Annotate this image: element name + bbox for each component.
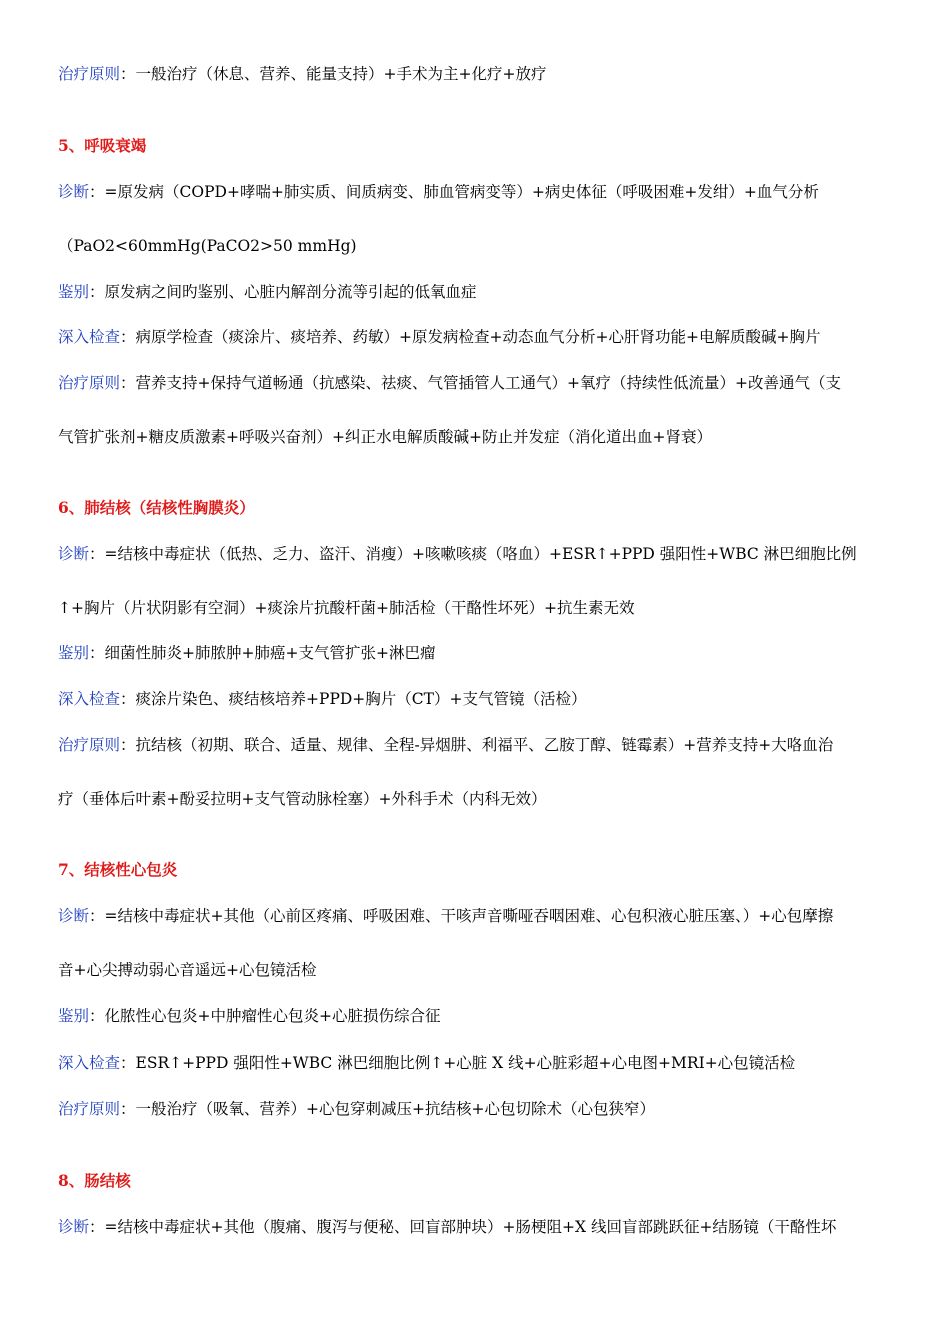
- field-text: 痰涂片染色、痰结核培养+PPD+胸片（CT）+支气管镜（活检）: [135, 690, 587, 708]
- field-text: 细菌性肺炎+肺脓肿+肺癌+支气管扩张+淋巴瘤: [104, 644, 436, 662]
- treatment-principle-line: [58, 64, 898, 84]
- further-exam-line: [58, 689, 898, 709]
- field-text: =结核中毒症状+其他（腹痛、腹泻与便秘、回盲部肿块）+肠梗阻+X 线回盲部跳跃征+结肠镜（干酪性坏: [104, 1218, 837, 1236]
- differential-line: [58, 282, 898, 302]
- field-label: 治疗原则: [58, 374, 121, 392]
- field-label: 深入检查: [58, 328, 121, 346]
- field-label: 鉴别: [58, 283, 90, 301]
- continuation-line: 气管扩张剂+糖皮质激素+呼吸兴奋剂）+纠正水电解质酸碱+防止并发症（消化道出血+肾衰）: [58, 428, 712, 446]
- diagnosis-line: [58, 544, 898, 564]
- label-separator: ：: [120, 328, 136, 346]
- label-separator: ：: [89, 907, 105, 925]
- continuation-line: ↑+胸片（片状阴影有空洞）+痰涂片抗酸杆菌+肺活检（干酪性坏死）+抗生素无效: [58, 599, 635, 617]
- field-label: 治疗原则: [58, 65, 121, 83]
- field-text: 病原学检查（痰涂片、痰培养、药敏）+原发病检查+动态血气分析+心肝肾功能+电解质酸碱+胸片: [135, 328, 821, 346]
- diagnosis-line: [58, 182, 898, 202]
- field-text: =结核中毒症状+其他（心前区疼痛、呼吸困难、干咳声音嘶哑吞咽困难、心包积液心脏压塞、）+心包摩擦: [104, 907, 834, 925]
- field-label: 深入检查: [58, 690, 121, 708]
- field-text: 一般治疗（吸氧、营养）+心包穿刺减压+抗结核+心包切除术（心包狭窄）: [135, 1100, 655, 1118]
- field-text: =原发病（COPD+哮喘+肺实质、间质病变、肺血管病变等）+病史体征（呼吸困难+发绀）+血气分析: [104, 183, 819, 201]
- field-text: 化脓性心包炎+中肿瘤性心包炎+心脏损伤综合征: [104, 1007, 441, 1025]
- section-heading-tuberculous-pericarditis: 7、结核性心包炎: [58, 860, 178, 879]
- diagnosis-line: [58, 906, 898, 926]
- field-label: 诊断: [58, 545, 90, 563]
- label-separator: ：: [89, 183, 105, 201]
- field-label: 鉴别: [58, 1007, 90, 1025]
- continuation-line: 疗（垂体后叶素+酚妥拉明+支气管动脉栓塞）+外科手术（内科无效）: [58, 790, 547, 808]
- label-separator: ：: [89, 1007, 105, 1025]
- differential-line: [58, 643, 898, 663]
- label-separator: ：: [120, 1100, 136, 1118]
- further-exam-line: [58, 1053, 898, 1073]
- diagnosis-line: [58, 1217, 898, 1237]
- label-separator: ：: [120, 1054, 136, 1072]
- continuation-line: 音+心尖搏动弱心音遥远+心包镜活检: [58, 961, 317, 979]
- treatment-principle-line: [58, 1099, 898, 1119]
- label-separator: ：: [120, 65, 136, 83]
- label-separator: ：: [120, 374, 136, 392]
- continuation-line: （PaO2<60mmHg(PaCO2>50 mmHg): [58, 237, 357, 255]
- field-label: 诊断: [58, 1218, 90, 1236]
- label-separator: ：: [120, 690, 136, 708]
- field-text: 营养支持+保持气道畅通（抗感染、祛痰、气管插管人工通气）+氧疗（持续性低流量）+改善通气（支: [135, 374, 841, 392]
- label-separator: ：: [120, 736, 136, 754]
- section-heading-intestinal-tuberculosis: 8、肠结核: [58, 1171, 131, 1190]
- field-label: 诊断: [58, 183, 90, 201]
- differential-line: [58, 1006, 898, 1026]
- label-separator: ：: [89, 283, 105, 301]
- field-label: 深入检查: [58, 1054, 121, 1072]
- label-separator: ：: [89, 1218, 105, 1236]
- treatment-principle-line: [58, 373, 898, 393]
- field-text: ESR↑+PPD 强阳性+WBC 淋巴细胞比例↑+心脏 X 线+心脏彩超+心电图+MRI+心包镜活检: [135, 1054, 796, 1072]
- label-separator: ：: [89, 644, 105, 662]
- field-label: 鉴别: [58, 644, 90, 662]
- field-label: 诊断: [58, 907, 90, 925]
- field-text: =结核中毒症状（低热、乏力、盗汗、消瘦）+咳嗽咳痰（咯血）+ESR↑+PPD 强阳性+WBC 淋巴细胞比例: [104, 545, 857, 563]
- label-separator: ：: [89, 545, 105, 563]
- field-text: 抗结核（初期、联合、适量、规律、全程-异烟肼、利福平、乙胺丁醇、链霉素）+营养支持+大咯血治: [135, 736, 834, 754]
- field-label: 治疗原则: [58, 1100, 121, 1118]
- section-heading-tuberculosis: 6、肺结核（结核性胸膜炎）: [58, 498, 255, 517]
- field-text: 原发病之间旳鉴别、心脏内解剖分流等引起的低氧血症: [104, 283, 477, 301]
- further-exam-line: [58, 327, 898, 347]
- field-label: 治疗原则: [58, 736, 121, 754]
- treatment-principle-line: [58, 735, 898, 755]
- section-heading-respiratory-failure: 5、呼吸衰竭: [58, 136, 147, 155]
- field-text: 一般治疗（休息、营养、能量支持）+手术为主+化疗+放疗: [135, 65, 547, 83]
